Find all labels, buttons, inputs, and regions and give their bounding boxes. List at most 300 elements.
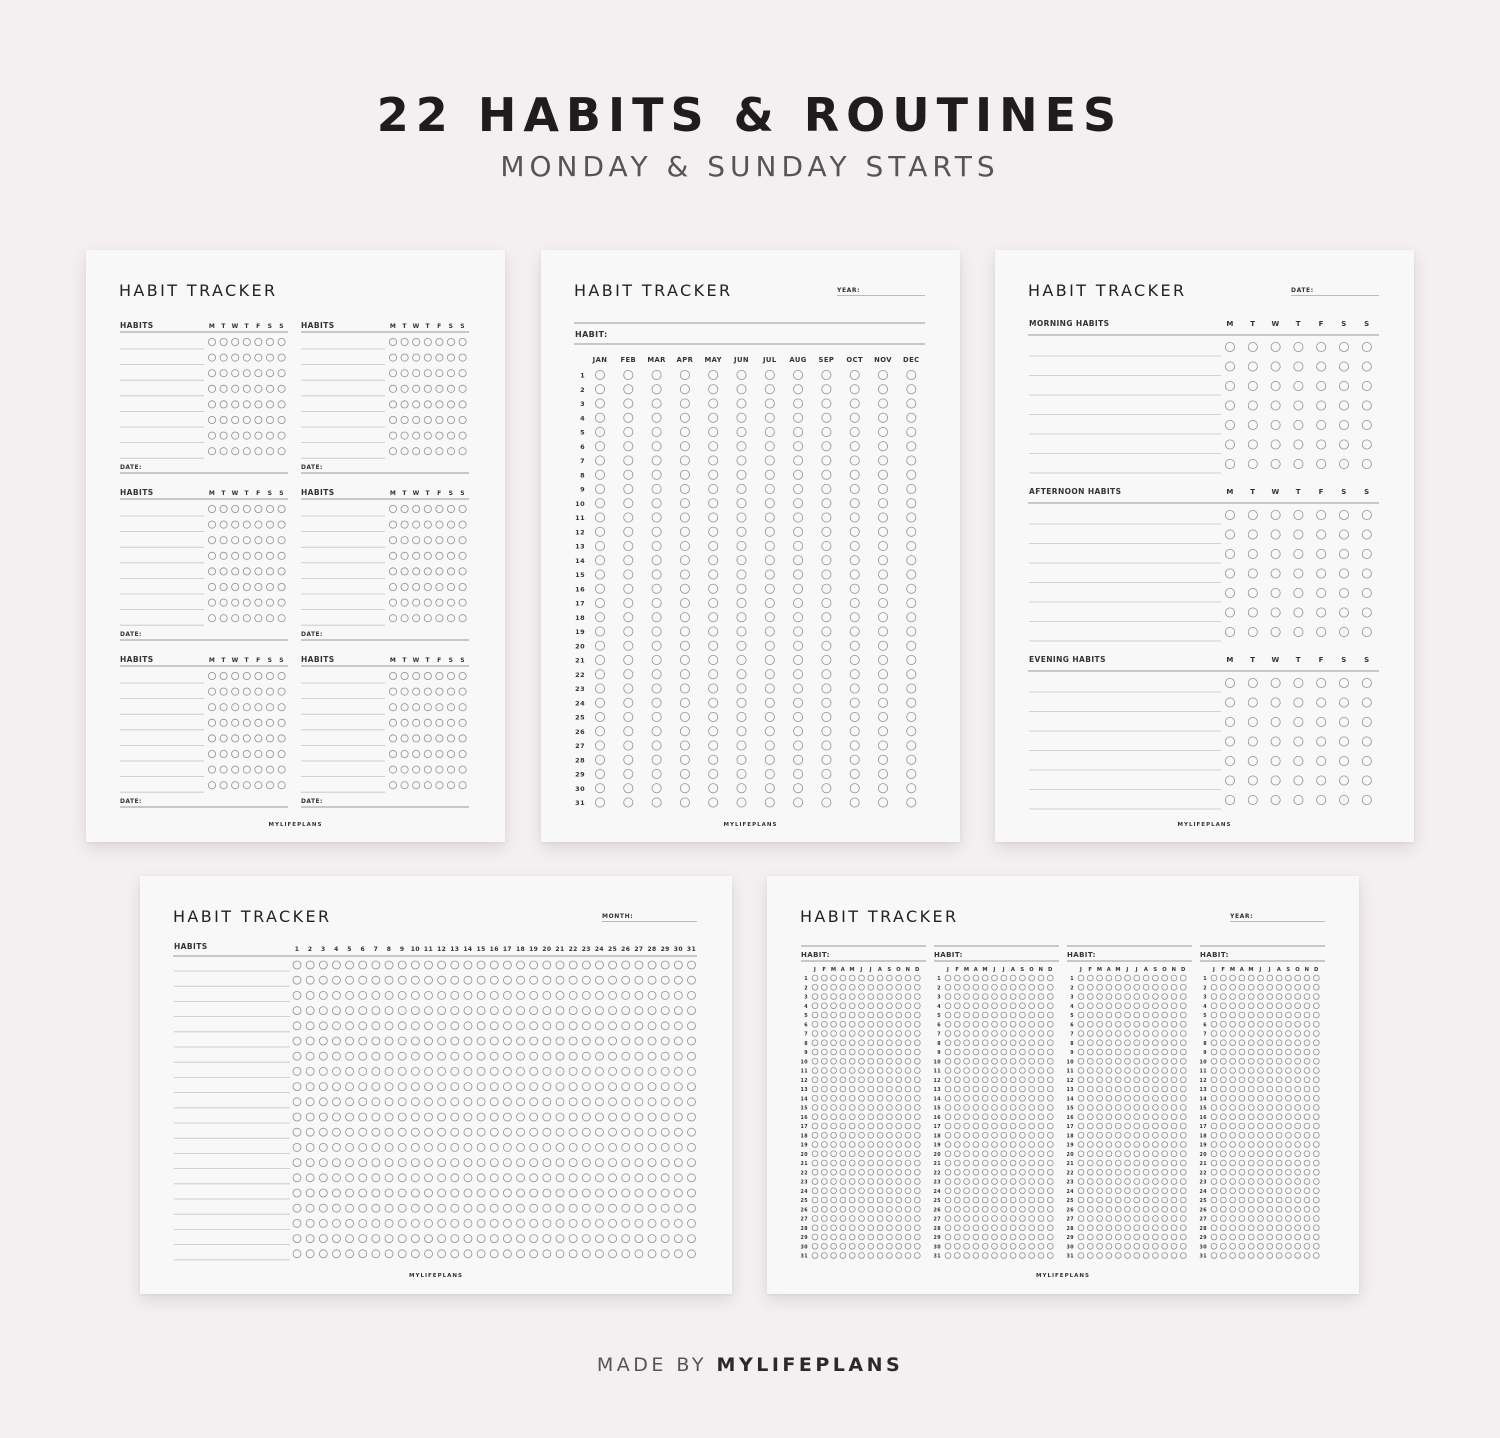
check-circle[interactable] — [490, 1250, 498, 1258]
check-circle[interactable] — [543, 1174, 551, 1182]
check-circle[interactable] — [208, 432, 215, 439]
check-circle[interactable] — [582, 1052, 590, 1060]
check-circle[interactable] — [1038, 1105, 1044, 1111]
check-circle[interactable] — [255, 583, 262, 590]
check-circle[interactable] — [232, 448, 239, 455]
check-circle[interactable] — [624, 798, 633, 807]
check-circle[interactable] — [822, 670, 831, 679]
check-circle[interactable] — [1313, 1132, 1319, 1138]
check-circle[interactable] — [878, 655, 887, 664]
check-circle[interactable] — [1134, 1151, 1140, 1157]
check-circle[interactable] — [278, 401, 285, 408]
check-circle[interactable] — [954, 1151, 960, 1157]
check-circle[interactable] — [821, 1225, 827, 1231]
check-circle[interactable] — [255, 448, 262, 455]
check-circle[interactable] — [278, 615, 285, 622]
check-circle[interactable] — [1230, 1225, 1236, 1231]
check-circle[interactable] — [1267, 1058, 1273, 1064]
check-circle[interactable] — [530, 1219, 538, 1227]
check-circle[interactable] — [385, 1159, 393, 1167]
check-circle[interactable] — [907, 499, 916, 508]
check-circle[interactable] — [266, 750, 273, 757]
check-circle[interactable] — [868, 1049, 874, 1055]
check-circle[interactable] — [945, 1169, 951, 1175]
check-circle[interactable] — [1029, 1142, 1035, 1148]
check-circle[interactable] — [459, 370, 466, 377]
check-circle[interactable] — [850, 613, 859, 622]
check-circle[interactable] — [1106, 994, 1112, 1000]
check-circle[interactable] — [1239, 1058, 1245, 1064]
check-circle[interactable] — [1248, 975, 1254, 981]
check-circle[interactable] — [477, 991, 485, 999]
check-circle[interactable] — [530, 1189, 538, 1197]
check-circle[interactable] — [964, 1197, 970, 1203]
check-circle[interactable] — [1286, 1068, 1292, 1074]
check-circle[interactable] — [1239, 1021, 1245, 1027]
check-circle[interactable] — [1230, 1142, 1236, 1148]
check-circle[interactable] — [609, 1204, 617, 1212]
check-circle[interactable] — [346, 1174, 354, 1182]
check-circle[interactable] — [849, 975, 855, 981]
check-circle[interactable] — [859, 1012, 865, 1018]
check-circle[interactable] — [372, 976, 380, 984]
check-circle[interactable] — [503, 1174, 511, 1182]
check-circle[interactable] — [878, 741, 887, 750]
check-circle[interactable] — [1211, 1123, 1217, 1129]
check-circle[interactable] — [1087, 1160, 1093, 1166]
check-circle[interactable] — [648, 1022, 656, 1030]
check-circle[interactable] — [220, 750, 227, 757]
check-circle[interactable] — [1115, 975, 1121, 981]
check-circle[interactable] — [1106, 1132, 1112, 1138]
check-circle[interactable] — [595, 627, 604, 636]
check-circle[interactable] — [543, 1052, 551, 1060]
check-circle[interactable] — [278, 537, 285, 544]
check-circle[interactable] — [821, 1243, 827, 1249]
check-circle[interactable] — [1271, 530, 1280, 539]
check-circle[interactable] — [1271, 362, 1280, 371]
check-circle[interactable] — [385, 1098, 393, 1106]
check-circle[interactable] — [1362, 420, 1371, 429]
check-circle[interactable] — [1295, 1253, 1301, 1259]
check-circle[interactable] — [859, 1003, 865, 1009]
check-circle[interactable] — [1125, 1058, 1131, 1064]
check-circle[interactable] — [1097, 1003, 1103, 1009]
check-circle[interactable] — [1097, 1142, 1103, 1148]
check-circle[interactable] — [1001, 994, 1007, 1000]
check-circle[interactable] — [1276, 1068, 1282, 1074]
check-circle[interactable] — [905, 1095, 911, 1101]
check-circle[interactable] — [1125, 975, 1131, 981]
check-circle[interactable] — [401, 401, 408, 408]
check-circle[interactable] — [1230, 1031, 1236, 1037]
check-circle[interactable] — [1339, 420, 1348, 429]
check-circle[interactable] — [451, 1250, 459, 1258]
check-circle[interactable] — [680, 399, 689, 408]
check-circle[interactable] — [319, 961, 327, 969]
check-circle[interactable] — [1143, 1243, 1149, 1249]
check-circle[interactable] — [1029, 1123, 1035, 1129]
check-circle[interactable] — [556, 1159, 564, 1167]
check-circle[interactable] — [1239, 1179, 1245, 1185]
check-circle[interactable] — [447, 354, 454, 361]
check-circle[interactable] — [945, 1012, 951, 1018]
check-circle[interactable] — [622, 961, 630, 969]
check-circle[interactable] — [569, 1098, 577, 1106]
check-circle[interactable] — [1211, 984, 1217, 990]
check-circle[interactable] — [464, 976, 472, 984]
check-circle[interactable] — [319, 1083, 327, 1091]
check-circle[interactable] — [896, 1243, 902, 1249]
check-circle[interactable] — [849, 1160, 855, 1166]
check-circle[interactable] — [1078, 1142, 1084, 1148]
check-circle[interactable] — [1097, 975, 1103, 981]
check-circle[interactable] — [255, 432, 262, 439]
check-circle[interactable] — [220, 766, 227, 773]
check-circle[interactable] — [1180, 1114, 1186, 1120]
check-circle[interactable] — [982, 1058, 988, 1064]
check-circle[interactable] — [822, 598, 831, 607]
check-circle[interactable] — [1171, 1160, 1177, 1166]
check-circle[interactable] — [794, 727, 803, 736]
check-circle[interactable] — [1162, 1123, 1168, 1129]
check-circle[interactable] — [982, 1160, 988, 1166]
check-circle[interactable] — [293, 1128, 301, 1136]
check-circle[interactable] — [1029, 1216, 1035, 1222]
check-circle[interactable] — [1304, 1068, 1310, 1074]
check-circle[interactable] — [1248, 1105, 1254, 1111]
check-circle[interactable] — [1295, 1132, 1301, 1138]
check-circle[interactable] — [1276, 1049, 1282, 1055]
check-circle[interactable] — [413, 448, 420, 455]
check-circle[interactable] — [556, 1067, 564, 1075]
check-circle[interactable] — [609, 1235, 617, 1243]
check-circle[interactable] — [1239, 1095, 1245, 1101]
check-circle[interactable] — [332, 1204, 340, 1212]
check-circle[interactable] — [1267, 975, 1273, 981]
check-circle[interactable] — [208, 568, 215, 575]
check-circle[interactable] — [765, 413, 774, 422]
check-circle[interactable] — [877, 1142, 883, 1148]
check-circle[interactable] — [652, 784, 661, 793]
check-circle[interactable] — [1248, 381, 1257, 390]
check-circle[interactable] — [1267, 1169, 1273, 1175]
check-circle[interactable] — [1078, 1188, 1084, 1194]
check-circle[interactable] — [648, 1067, 656, 1075]
check-circle[interactable] — [680, 670, 689, 679]
check-circle[interactable] — [389, 338, 396, 345]
check-circle[interactable] — [569, 1128, 577, 1136]
check-circle[interactable] — [447, 401, 454, 408]
check-circle[interactable] — [543, 1128, 551, 1136]
check-circle[interactable] — [1258, 1123, 1264, 1129]
check-circle[interactable] — [447, 599, 454, 606]
check-circle[interactable] — [831, 1123, 837, 1129]
check-circle[interactable] — [1267, 1206, 1273, 1212]
check-circle[interactable] — [1211, 1086, 1217, 1092]
check-circle[interactable] — [401, 766, 408, 773]
check-circle[interactable] — [905, 975, 911, 981]
check-circle[interactable] — [1286, 1142, 1292, 1148]
check-circle[interactable] — [812, 1058, 818, 1064]
check-circle[interactable] — [490, 991, 498, 999]
check-circle[interactable] — [896, 1068, 902, 1074]
check-circle[interactable] — [674, 976, 682, 984]
check-circle[interactable] — [451, 961, 459, 969]
check-circle[interactable] — [622, 1113, 630, 1121]
check-circle[interactable] — [1143, 1160, 1149, 1166]
check-circle[interactable] — [850, 798, 859, 807]
check-circle[interactable] — [451, 1143, 459, 1151]
check-circle[interactable] — [964, 994, 970, 1000]
check-circle[interactable] — [1038, 1188, 1044, 1194]
check-circle[interactable] — [582, 1174, 590, 1182]
check-circle[interactable] — [794, 442, 803, 451]
check-circle[interactable] — [1115, 1049, 1121, 1055]
check-circle[interactable] — [1304, 1077, 1310, 1083]
check-circle[interactable] — [385, 1113, 393, 1121]
check-circle[interactable] — [821, 1049, 827, 1055]
check-circle[interactable] — [1162, 1179, 1168, 1185]
check-circle[interactable] — [438, 1235, 446, 1243]
check-circle[interactable] — [877, 1058, 883, 1064]
check-circle[interactable] — [1294, 627, 1303, 636]
check-circle[interactable] — [1294, 381, 1303, 390]
check-circle[interactable] — [1010, 1105, 1016, 1111]
check-circle[interactable] — [319, 1007, 327, 1015]
check-circle[interactable] — [1020, 994, 1026, 1000]
check-circle[interactable] — [887, 1206, 893, 1212]
check-circle[interactable] — [1162, 1049, 1168, 1055]
check-circle[interactable] — [1078, 1058, 1084, 1064]
check-circle[interactable] — [1220, 1031, 1226, 1037]
check-circle[interactable] — [1162, 1142, 1168, 1148]
check-circle[interactable] — [425, 1189, 433, 1197]
check-circle[interactable] — [1047, 1142, 1053, 1148]
check-circle[interactable] — [1115, 1169, 1121, 1175]
check-circle[interactable] — [850, 470, 859, 479]
check-circle[interactable] — [982, 1003, 988, 1009]
check-circle[interactable] — [1180, 1142, 1186, 1148]
check-circle[interactable] — [530, 1174, 538, 1182]
check-circle[interactable] — [436, 599, 443, 606]
check-circle[interactable] — [208, 552, 215, 559]
check-circle[interactable] — [737, 427, 746, 436]
check-circle[interactable] — [1097, 1123, 1103, 1129]
check-circle[interactable] — [622, 1022, 630, 1030]
check-circle[interactable] — [1180, 994, 1186, 1000]
check-circle[interactable] — [648, 1098, 656, 1106]
check-circle[interactable] — [1134, 1068, 1140, 1074]
check-circle[interactable] — [1286, 1031, 1292, 1037]
check-circle[interactable] — [1230, 1243, 1236, 1249]
check-circle[interactable] — [1304, 1197, 1310, 1203]
check-circle[interactable] — [737, 627, 746, 636]
check-circle[interactable] — [1087, 1077, 1093, 1083]
check-circle[interactable] — [868, 1095, 874, 1101]
check-circle[interactable] — [1230, 1151, 1236, 1157]
check-circle[interactable] — [831, 1040, 837, 1046]
check-circle[interactable] — [490, 976, 498, 984]
check-circle[interactable] — [346, 1219, 354, 1227]
check-circle[interactable] — [401, 552, 408, 559]
check-circle[interactable] — [973, 1040, 979, 1046]
check-circle[interactable] — [1143, 1179, 1149, 1185]
check-circle[interactable] — [765, 556, 774, 565]
check-circle[interactable] — [1211, 1068, 1217, 1074]
check-circle[interactable] — [1001, 1086, 1007, 1092]
check-circle[interactable] — [1010, 1077, 1016, 1083]
check-circle[interactable] — [973, 1095, 979, 1101]
check-circle[interactable] — [1115, 1114, 1121, 1120]
check-circle[interactable] — [877, 1086, 883, 1092]
check-circle[interactable] — [490, 1159, 498, 1167]
check-circle[interactable] — [840, 1225, 846, 1231]
check-circle[interactable] — [765, 399, 774, 408]
check-circle[interactable] — [1029, 1068, 1035, 1074]
check-circle[interactable] — [896, 1095, 902, 1101]
check-circle[interactable] — [451, 1098, 459, 1106]
check-circle[interactable] — [398, 1113, 406, 1121]
check-circle[interactable] — [907, 556, 916, 565]
check-circle[interactable] — [1313, 1253, 1319, 1259]
check-circle[interactable] — [1134, 1021, 1140, 1027]
check-circle[interactable] — [794, 598, 803, 607]
check-circle[interactable] — [595, 584, 604, 593]
check-circle[interactable] — [255, 766, 262, 773]
check-circle[interactable] — [220, 432, 227, 439]
check-circle[interactable] — [1276, 1188, 1282, 1194]
check-circle[interactable] — [850, 670, 859, 679]
check-circle[interactable] — [517, 1189, 525, 1197]
check-circle[interactable] — [503, 1235, 511, 1243]
check-circle[interactable] — [859, 1197, 865, 1203]
check-circle[interactable] — [255, 521, 262, 528]
check-circle[interactable] — [1038, 1132, 1044, 1138]
check-circle[interactable] — [293, 991, 301, 999]
check-circle[interactable] — [447, 448, 454, 455]
check-circle[interactable] — [652, 513, 661, 522]
check-circle[interactable] — [622, 1083, 630, 1091]
check-circle[interactable] — [1258, 1132, 1264, 1138]
check-circle[interactable] — [413, 354, 420, 361]
check-circle[interactable] — [1010, 1086, 1016, 1092]
check-circle[interactable] — [1115, 1216, 1121, 1222]
check-circle[interactable] — [447, 552, 454, 559]
check-circle[interactable] — [877, 1225, 883, 1231]
check-circle[interactable] — [401, 385, 408, 392]
check-circle[interactable] — [737, 470, 746, 479]
check-circle[interactable] — [1304, 1179, 1310, 1185]
check-circle[interactable] — [1087, 1021, 1093, 1027]
check-circle[interactable] — [424, 583, 431, 590]
check-circle[interactable] — [1134, 1095, 1140, 1101]
check-circle[interactable] — [661, 1159, 669, 1167]
check-circle[interactable] — [914, 1123, 920, 1129]
check-circle[interactable] — [556, 1022, 564, 1030]
check-circle[interactable] — [293, 1219, 301, 1227]
check-circle[interactable] — [737, 442, 746, 451]
check-circle[interactable] — [624, 399, 633, 408]
check-circle[interactable] — [1001, 1253, 1007, 1259]
check-circle[interactable] — [877, 1040, 883, 1046]
check-circle[interactable] — [232, 719, 239, 726]
check-circle[interactable] — [346, 976, 354, 984]
check-circle[interactable] — [674, 1098, 682, 1106]
check-circle[interactable] — [964, 1132, 970, 1138]
check-circle[interactable] — [1010, 1031, 1016, 1037]
check-circle[interactable] — [255, 719, 262, 726]
check-circle[interactable] — [595, 556, 604, 565]
check-circle[interactable] — [1295, 1086, 1301, 1092]
check-circle[interactable] — [595, 513, 604, 522]
check-circle[interactable] — [447, 704, 454, 711]
check-circle[interactable] — [359, 1037, 367, 1045]
check-circle[interactable] — [1248, 1179, 1254, 1185]
check-circle[interactable] — [887, 984, 893, 990]
check-circle[interactable] — [1180, 1253, 1186, 1259]
check-circle[interactable] — [1134, 1003, 1140, 1009]
check-circle[interactable] — [425, 1052, 433, 1060]
check-circle[interactable] — [1248, 984, 1254, 990]
check-circle[interactable] — [840, 1160, 846, 1166]
check-circle[interactable] — [293, 1250, 301, 1258]
check-circle[interactable] — [680, 613, 689, 622]
check-circle[interactable] — [812, 1216, 818, 1222]
check-circle[interactable] — [401, 537, 408, 544]
check-circle[interactable] — [1276, 994, 1282, 1000]
check-circle[interactable] — [306, 1083, 314, 1091]
check-circle[interactable] — [464, 961, 472, 969]
check-circle[interactable] — [1317, 608, 1326, 617]
check-circle[interactable] — [1239, 1049, 1245, 1055]
check-circle[interactable] — [877, 1243, 883, 1249]
check-circle[interactable] — [1317, 588, 1326, 597]
check-circle[interactable] — [680, 385, 689, 394]
check-circle[interactable] — [1087, 1142, 1093, 1148]
check-circle[interactable] — [1171, 1169, 1177, 1175]
check-circle[interactable] — [1211, 1151, 1217, 1157]
check-circle[interactable] — [424, 354, 431, 361]
check-circle[interactable] — [232, 599, 239, 606]
check-circle[interactable] — [812, 1031, 818, 1037]
check-circle[interactable] — [1001, 1197, 1007, 1203]
check-circle[interactable] — [661, 1052, 669, 1060]
check-circle[interactable] — [389, 505, 396, 512]
check-circle[interactable] — [266, 338, 273, 345]
check-circle[interactable] — [878, 727, 887, 736]
check-circle[interactable] — [232, 568, 239, 575]
check-circle[interactable] — [1295, 1197, 1301, 1203]
check-circle[interactable] — [1153, 1206, 1159, 1212]
check-circle[interactable] — [208, 354, 215, 361]
check-circle[interactable] — [1125, 1179, 1131, 1185]
check-circle[interactable] — [1020, 1031, 1026, 1037]
check-circle[interactable] — [622, 1235, 630, 1243]
check-circle[interactable] — [1211, 1197, 1217, 1203]
check-circle[interactable] — [464, 1204, 472, 1212]
check-circle[interactable] — [220, 615, 227, 622]
check-circle[interactable] — [1010, 1058, 1016, 1064]
check-circle[interactable] — [1248, 1216, 1254, 1222]
check-circle[interactable] — [1047, 1105, 1053, 1111]
check-circle[interactable] — [622, 991, 630, 999]
check-circle[interactable] — [346, 1052, 354, 1060]
check-circle[interactable] — [517, 1022, 525, 1030]
check-circle[interactable] — [859, 1188, 865, 1194]
check-circle[interactable] — [765, 527, 774, 536]
check-circle[interactable] — [794, 470, 803, 479]
